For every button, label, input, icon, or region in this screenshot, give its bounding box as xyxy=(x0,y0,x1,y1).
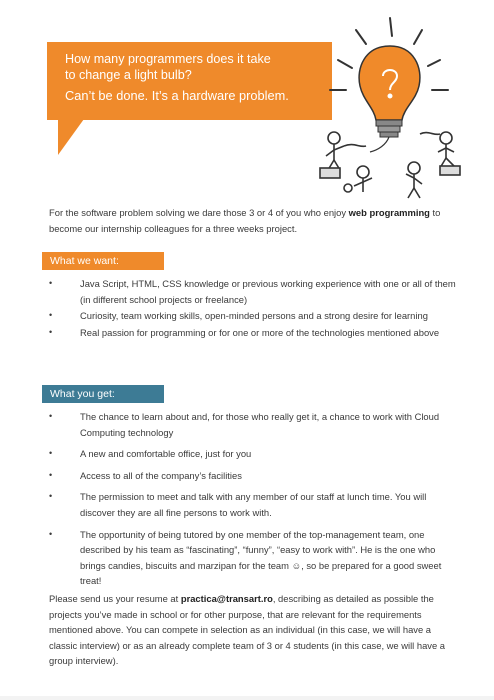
light-bulb-illustration xyxy=(290,10,480,200)
list-item xyxy=(49,468,459,484)
intro-text-end: to become our internship colleagues for a three weeks project. xyxy=(49,207,441,234)
what-we-want-heading: What we want: xyxy=(42,252,164,270)
list-item-text: A new and comfortable office, just for you xyxy=(80,448,252,460)
list-item-text: Curiosity, team working skills, open-minded persons and a strong desire for learning xyxy=(80,310,428,322)
bullet-icon: • xyxy=(49,326,53,337)
list-item xyxy=(49,325,459,341)
intro-paragraph xyxy=(49,205,459,236)
what-we-want-list xyxy=(49,276,459,341)
intro-highlight: web programming xyxy=(348,207,430,218)
list-item xyxy=(49,409,459,440)
closing-paragraph xyxy=(49,591,461,669)
stick-figure-icon xyxy=(420,132,460,175)
bubble-question-line-2: to change a light bulb? xyxy=(65,68,192,82)
list-item xyxy=(49,276,459,307)
list-item-text: Access to all of the company’s facilities xyxy=(80,469,242,481)
list-item-text: The opportunity of being tutored by one member of the top-management team, one described by his team as “fascinating”, “funny”, “easy to work with”. He is the one who brings candies, biscuits and marzipan for the team ☺, so be prepared for a good sweet treat! xyxy=(80,528,442,587)
speech-bubble-tail xyxy=(58,119,84,155)
list-item xyxy=(49,446,459,462)
bubble-question-line-1: How many programmers does it take xyxy=(65,52,271,66)
bullet-icon: • xyxy=(49,310,53,321)
closing-text: Please send us your resume at xyxy=(49,593,181,604)
bullet-icon: • xyxy=(49,411,53,421)
bullet-icon: • xyxy=(49,278,53,288)
list-item-text: Java Script, HTML, CSS knowledge or previous working experience with one or all of them (in different school projects or freelance) xyxy=(80,278,456,305)
bullet-icon: • xyxy=(49,448,53,459)
list-item-text: Real passion for programming or for one or more of the technologies mentioned above xyxy=(80,326,440,338)
stick-figure-icon xyxy=(406,162,422,198)
list-item xyxy=(49,308,459,324)
stick-figure-icon xyxy=(344,166,372,192)
footer-divider xyxy=(0,696,494,700)
list-item-text: The permission to meet and talk with any member of our staff at lunch time. You will discover they are all fine persons to work with. xyxy=(80,491,427,518)
light-bulb-icon xyxy=(359,46,420,152)
list-item-text: The chance to learn about and, for those who really get it, a chance to work with Cloud Computing technology xyxy=(80,411,440,438)
intro-text: For the software problem solving we dare those 3 or 4 of you who enjoy xyxy=(49,207,349,218)
what-you-get-heading: What you get: xyxy=(42,385,164,403)
bullet-icon: • xyxy=(49,469,53,480)
contact-email-link[interactable]: practica@transart.ro xyxy=(180,593,273,604)
bullet-icon: • xyxy=(49,528,53,539)
what-you-get-list xyxy=(49,409,459,595)
closing-text-end: , describing as detailed as possible the projects you’ve made in school or for other purpose, that are relevant for the requirements mentioned above. You can compete in selection as an individual (in this case, we will have a classic interview) or as an already complete team of 3 or 4 students (in this case, we will have a group interview). xyxy=(49,593,446,667)
list-item xyxy=(49,527,459,589)
bubble-answer: Can’t be done. It’s a hardware problem. xyxy=(65,88,289,103)
bullet-icon: • xyxy=(49,491,53,502)
list-item xyxy=(49,489,459,520)
